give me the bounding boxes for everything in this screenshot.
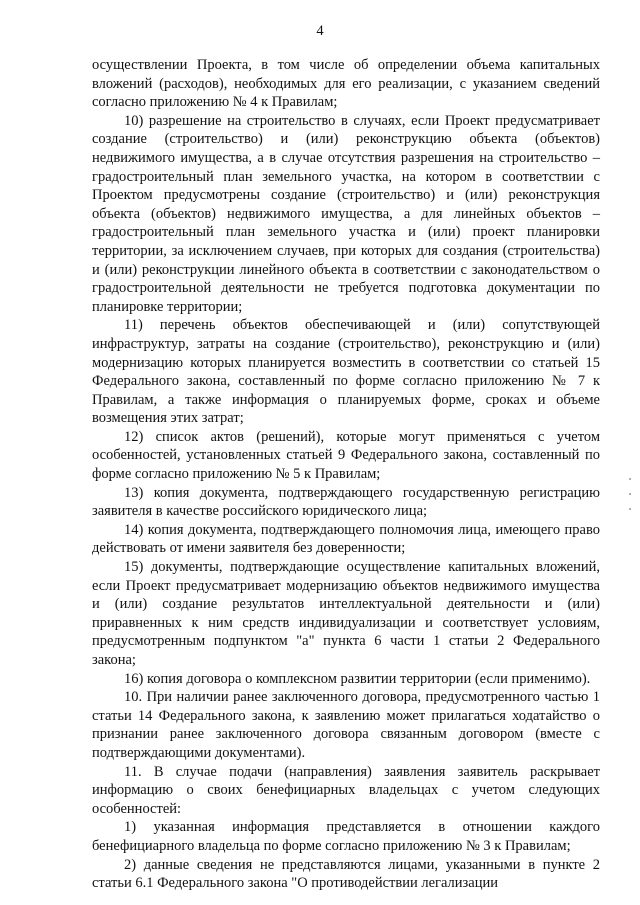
list-item-12: 12) список актов (решений), которые могут применяться с учетом особенностей, установленных статьей 9 Федерального закона, составленный по форме согласно приложению № 5 к Правилам;: [92, 428, 600, 483]
list-item-16: 16) копия договора о комплексном развитии территории (если применимо).: [124, 670, 591, 687]
document-body: [92, 56, 600, 893]
page-number: 4: [316, 23, 324, 39]
margin-scan-marks: [629, 478, 632, 526]
list-item-13: 13) копия документа, подтверждающего государственную регистрацию заявителя в качестве российского юридического лица;: [92, 484, 600, 520]
subitem-1: 1) указанная информация представляется в отношении каждого бенефициарного владельца по форме согласно приложению № 3 к Правилам;: [92, 819, 600, 854]
list-item-10: 10) разрешение на строительство в случаях, если Проект предусматривает создание (строительство) и (или) реконструкцию объекта (объектов) недвижимого имущества, а в случае отсутствия разрешения на строительство – градостроительный план земельного участка, на котором в соответствии с Проектом предусмотрены создание (строительство) и (или) реконструкция объекта (объектов) недвижимого имущества, а для линейных объектов – градостроительный план земельного участка и (или) проект планировки территории, за исключением случаев, при которых для создания (строительства) и (или) реконструкции линейного объекта в соответствии с законодательством о градостроительной деятельности не требуется подготовка документации по планировке территории;: [92, 112, 600, 315]
paragraph-continuation: осуществлении Проекта, в том числе об определении объема капитальных вложений (расходов), необходимых для его реализации, с указанием сведений согласно приложению № 4 к Правилам;: [92, 57, 600, 111]
section-10-paragraph: 10. При наличии ранее заключенного договора, предусмотренного частью 1 статьи 14 Федерального закона, к заявлению может прилагаться ходатайство о признании ранее заключенного договора связанным договором (вместе с подтверждающими документами).: [92, 689, 600, 761]
scan-dot: [629, 478, 631, 480]
section-11-paragraph: 11. В случае подачи (направления) заявления заявитель раскрывает информацию о своих бенефициарных владельцах с учетом следующих особенностей:: [92, 763, 600, 817]
scan-dot: [629, 508, 631, 510]
list-item-14: 14) копия документа, подтверждающего полномочия лица, имеющего право действовать от имени заявителя без доверенности;: [92, 521, 600, 557]
scan-dot: [629, 493, 631, 495]
subitem-2: 2) данные сведения не представляются лицами, указанными в пункте 2 статьи 6.1 Федерального закона "О противодействии легализации: [92, 856, 600, 892]
list-item-15: 15) документы, подтверждающие осуществление капитальных вложений, если Проект предусматривает модернизацию объектов недвижимого имущества и (или) создание результатов интеллектуальной деятельности и (или) приравненных к ним средств индивидуализации и соответствует условиям, предусмотренным подпунктом "а" пункта 6 части 1 статьи 2 Федерального закона;: [92, 559, 600, 668]
list-item-11: 11) перечень объектов обеспечивающей и (или) сопутствующей инфраструктур, затраты на создание (строительство), реконструкцию и (или) модернизацию которых планируется возместить в соответствии со статьей 15 Федерального закона, составленный по форме согласно приложению № 7 к Правилам, а также информация о планируемых форме, сроках и объеме возмещения этих затрат;: [92, 317, 600, 427]
